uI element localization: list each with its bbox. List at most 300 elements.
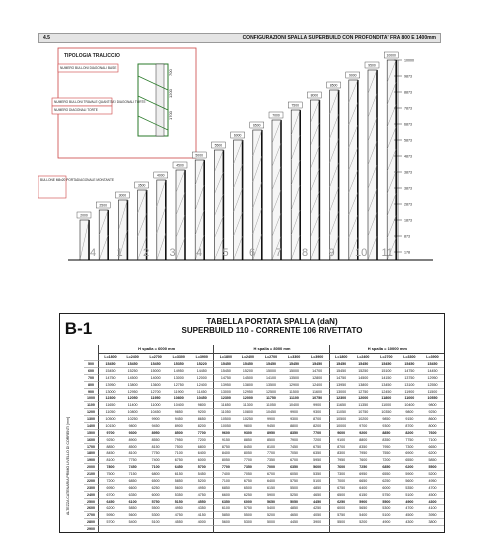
table-cell: 9300 — [236, 429, 259, 437]
table-cell: 15000 — [259, 367, 282, 375]
row-label: 2700 — [84, 511, 98, 519]
inset-title: TIPOLOGIA TRALICCIO — [64, 53, 120, 59]
table-cell: 9100 — [329, 436, 353, 444]
table-cell: 7000 — [259, 463, 282, 471]
table-cell: 14500 — [236, 374, 259, 382]
right-dimension-5: 5873 — [404, 138, 412, 143]
table-cell — [190, 525, 213, 533]
table-grid — [60, 345, 444, 532]
table-cell: 8800 — [283, 422, 306, 430]
table-cell: 10250 — [236, 415, 259, 423]
table-cell: 14700 — [306, 367, 329, 375]
table-cell: 15100 — [375, 367, 398, 375]
table-cell — [121, 525, 144, 533]
row-label: 1300 — [84, 415, 98, 423]
table-cell: 8750 — [213, 443, 237, 451]
table-cell: 3900 — [306, 518, 329, 526]
table-cell: 5850 — [421, 456, 444, 464]
frame-4500 — [176, 170, 185, 260]
column-header: L=3900 — [421, 353, 444, 361]
table-cell: 14750 — [329, 374, 353, 382]
table-cell: 6400 — [190, 449, 213, 457]
table-cell: 5300 — [375, 504, 398, 512]
table-cell: 8900 — [121, 436, 144, 444]
table-cell: 15450 — [213, 360, 237, 368]
table-cell: 6100 — [121, 498, 144, 506]
table-cell: 12750 — [352, 388, 375, 396]
table-cell — [375, 525, 398, 533]
table-cell: 6000 — [236, 498, 259, 506]
inset-dimension: 1700 — [168, 111, 173, 120]
table-cell: 14750 — [213, 374, 237, 382]
table-cell: 10350 — [375, 408, 398, 416]
table-cell: 12300 — [98, 394, 122, 402]
table-cell: 8700 — [306, 415, 329, 423]
table-cell: 7200 — [98, 477, 122, 485]
table-cell: 5050 — [283, 498, 306, 506]
table-cell: 4300 — [421, 498, 444, 506]
table-cell: 9250 — [421, 408, 444, 416]
table-cell: 11050 — [259, 401, 282, 409]
right-dimension-0: 10000 — [404, 58, 414, 63]
row-axis-label: ALTEZZA CATENARIA PRIMO LIVELLO DI CORRENTI [mm] — [66, 416, 70, 515]
table-cell: 7700 — [190, 429, 213, 437]
frame-count-1: 1 — [116, 247, 123, 259]
table-cell: 6200 — [398, 463, 421, 471]
table-cell: 6800 — [190, 443, 213, 451]
table-cell: 9600 — [213, 429, 237, 437]
table-cell: 10800 — [236, 408, 259, 416]
table-cell: 5350 — [167, 491, 190, 499]
column-header: L=3300 — [398, 353, 421, 361]
table-subtitle: SUPERBUILD 110 - CORRENTE 106 RIVETTATO — [181, 326, 363, 335]
table-cell: 6650 — [352, 477, 375, 485]
table-cell: 15450 — [98, 360, 122, 368]
table-cell: 8200 — [306, 422, 329, 430]
table-cell: 14500 — [352, 374, 375, 382]
table-cell: 7200 — [375, 456, 398, 464]
table-cell: 7100 — [144, 463, 167, 471]
table-cell: 11650 — [98, 401, 122, 409]
table-cell: 14000 — [144, 374, 167, 382]
table-cell: 10400 — [167, 401, 190, 409]
table-cell: 5950 — [98, 511, 122, 519]
table-cell: 9900 — [259, 415, 282, 423]
table-cell — [329, 525, 353, 533]
table-cell: 7400 — [213, 470, 237, 478]
table-cell: 11650 — [329, 401, 353, 409]
table-cell: 8200 — [398, 429, 421, 437]
frame-count-4: 4 — [195, 247, 203, 259]
table-cell: 5200 — [259, 511, 282, 519]
table-cell: 6500 — [144, 477, 167, 485]
callout-text: BULLONE M8x20 PORTADIAGONALE MONTANTE — [40, 178, 115, 182]
table-cell: 4500 — [398, 511, 421, 519]
table-cell: 11050 — [329, 408, 353, 416]
table-cell: 13800 — [121, 381, 144, 389]
row-label: 2400 — [84, 491, 98, 499]
table-cell: 8950 — [259, 429, 282, 437]
table-cell: 6750 — [329, 484, 353, 492]
table-cell: 8800 — [352, 436, 375, 444]
table-cell: 6250 — [236, 491, 259, 499]
table-cell: 6000 — [190, 456, 213, 464]
table-cell: 9800 — [190, 401, 213, 409]
table-cell: 5500 — [144, 504, 167, 512]
row-label: 1200 — [84, 408, 98, 416]
callout-text: NUMERO BULLONI DIAGONALI BASE — [60, 66, 117, 70]
height-label: 8000 — [310, 93, 319, 98]
table-cell: 4450 — [306, 498, 329, 506]
table-cell: 11400 — [121, 401, 144, 409]
table-cell: 5200 — [352, 518, 375, 526]
right-dimension-1: 9873 — [404, 74, 412, 79]
table-cell: 8100 — [121, 449, 144, 457]
right-dimension-6: 4873 — [404, 154, 412, 159]
table-cell: 6850 — [121, 477, 144, 485]
table-cell: 5000 — [259, 518, 282, 526]
frame-count-2: 2 — [142, 247, 150, 259]
table-cell: 5750 — [144, 498, 167, 506]
frame-elevation-drawing — [38, 46, 441, 278]
table-cell: 5600 — [398, 477, 421, 485]
table-cell: 15450 — [259, 360, 282, 368]
table-cell: 6000 — [329, 504, 353, 512]
table-cell: 6550 — [375, 470, 398, 478]
row-label: 1800 — [84, 449, 98, 457]
table-cell: 4950 — [421, 477, 444, 485]
frame-count-6: 6 — [248, 247, 256, 259]
table-cell: 10500 — [329, 415, 353, 423]
table-cell: 4050 — [306, 511, 329, 519]
table-cell: 6750 — [306, 443, 329, 451]
table-cell: 6000 — [375, 484, 398, 492]
table-cell: 7750 — [121, 456, 144, 464]
table-cell: 7950 — [329, 456, 353, 464]
right-dimension-11: 873 — [404, 234, 410, 239]
table-cell: 7950 — [352, 449, 375, 457]
table-cell: 8650 — [190, 415, 213, 423]
table-cell: 6600 — [213, 491, 237, 499]
table-cell: 13500 — [283, 374, 306, 382]
table-cell: 6350 — [283, 463, 306, 471]
height-label: 10000 — [386, 53, 396, 58]
table-cell: 5950 — [306, 456, 329, 464]
frame-count-10: 10 — [354, 247, 368, 259]
table-cell: 13800 — [236, 381, 259, 389]
frame-count-3: 3 — [169, 247, 176, 259]
callout-text: NUMERO BULLONI TRAVALE QUANTITA'/ DIAGONALI TORTE — [54, 100, 146, 104]
table-cell: 7350 — [236, 463, 259, 471]
table-cell: 15450 — [213, 367, 237, 375]
table-cell: 15450 — [236, 360, 259, 368]
table-cell: 4700 — [398, 504, 421, 512]
table-cell: 6850 — [375, 463, 398, 471]
table-cell: 6150 — [167, 470, 190, 478]
table-cell: 15250 — [352, 367, 375, 375]
table-cell: 7600 — [421, 429, 444, 437]
table-cell: 7150 — [121, 470, 144, 478]
table-cell: 6950 — [352, 470, 375, 478]
table-cell: 8850 — [375, 429, 398, 437]
table-cell: 5500 — [329, 518, 353, 526]
column-header: L=3900 — [306, 353, 329, 361]
table-cell: 9450 — [144, 422, 167, 430]
table-cell: 5600 — [121, 511, 144, 519]
table-cell: 4700 — [421, 484, 444, 492]
table-cell: 7050 — [283, 449, 306, 457]
right-dimension-4: 6873 — [404, 122, 412, 127]
table-cell: 15000 — [283, 367, 306, 375]
table-cell: 13600 — [144, 381, 167, 389]
group-header: H spalla = 6000 mm — [98, 345, 214, 353]
table-cell: 9150 — [398, 415, 421, 423]
table-cell: 7700 — [213, 463, 237, 471]
table-cell: 10250 — [121, 415, 144, 423]
height-label: 8500 — [329, 83, 338, 88]
inset-dimension: 1200 — [168, 89, 173, 98]
table-cell: 5100 — [144, 518, 167, 526]
right-dimension-9: 2873 — [404, 202, 412, 207]
table-cell: 5850 — [121, 504, 144, 512]
table-cell: 7100 — [213, 477, 237, 485]
table-cell: 11000 — [398, 394, 421, 402]
table-cell — [213, 525, 237, 533]
table-cell: 15350 — [167, 360, 190, 368]
table-cell: 8050 — [236, 449, 259, 457]
table-cell: 9300 — [375, 422, 398, 430]
table-cell: 7250 — [352, 463, 375, 471]
table-cell: 9700 — [98, 429, 122, 437]
table-cell: 11350 — [352, 401, 375, 409]
table-cell: 4500 — [421, 491, 444, 499]
table-cell: 7500 — [167, 443, 190, 451]
table-cell: 10750 — [306, 394, 329, 402]
table-cell: 6850 — [213, 484, 237, 492]
table-cell: 4550 — [167, 518, 190, 526]
row-label: 2100 — [84, 470, 98, 478]
table-cell: 4100 — [421, 504, 444, 512]
height-label: 4500 — [176, 163, 184, 168]
table-cell: 8450 — [98, 449, 122, 457]
table-cell: 4850 — [283, 504, 306, 512]
table-cell: 8400 — [213, 449, 237, 457]
table-cell: 6050 — [283, 470, 306, 478]
table-cell: 14750 — [398, 367, 421, 375]
table-cell: 5750 — [283, 477, 306, 485]
table-cell: 12750 — [167, 381, 190, 389]
table-cell: 15450 — [283, 360, 306, 368]
table-cell: 7950 — [375, 443, 398, 451]
table-cell: 4550 — [190, 498, 213, 506]
table-cell: 14500 — [121, 374, 144, 382]
table-cell: 7700 — [236, 456, 259, 464]
table-cell: 6500 — [236, 484, 259, 492]
table-cell: 6750 — [167, 456, 190, 464]
table-cell: 4950 — [190, 484, 213, 492]
row-label: 500 — [84, 360, 98, 368]
table-cell: 14950 — [167, 367, 190, 375]
table-cell: 9800 — [398, 408, 421, 416]
table-cell: 9850 — [167, 408, 190, 416]
table-cell: 10150 — [98, 422, 122, 430]
table-cell — [421, 525, 444, 533]
table-cell: 9800 — [421, 401, 444, 409]
table-cell: 6500 — [329, 491, 353, 499]
table-cell: 12700 — [144, 388, 167, 396]
table-cell: 11450 — [190, 388, 213, 396]
table-cell: 6700 — [259, 470, 282, 478]
table-cell: 9900 — [306, 401, 329, 409]
frame-5000 — [195, 160, 204, 260]
table-cell: 5700 — [98, 518, 122, 526]
page-title: CONFIGURAZIONI SPALLA SUPERBUILD CON PROFONDITA' FRA 800 E 1400mm — [242, 35, 436, 41]
table-cell: 15450 — [352, 360, 375, 368]
row-label: 1400 — [84, 422, 98, 430]
table-cell: 3800 — [421, 518, 444, 526]
height-label: 4000 — [157, 173, 165, 178]
table-cell: 8200 — [190, 422, 213, 430]
row-label: 1500 — [84, 429, 98, 437]
column-header: L=2700 — [259, 353, 282, 361]
table-cell: 9200 — [190, 408, 213, 416]
row-label: 700 — [84, 374, 98, 382]
table-cell: 15200 — [236, 367, 259, 375]
table-cell: 8500 — [121, 443, 144, 451]
table-cell: 6550 — [398, 456, 421, 464]
column-header: L=2700 — [144, 353, 167, 361]
table-cell: 5200 — [421, 470, 444, 478]
table-cell — [306, 525, 329, 533]
table-cell: 9250 — [98, 436, 122, 444]
table-cell: 9300 — [283, 415, 306, 423]
table-cell — [259, 525, 282, 533]
table-cell: 15450 — [421, 360, 444, 368]
table-cell: 10550 — [421, 394, 444, 402]
table-cell: 5250 — [283, 491, 306, 499]
table-cell: 13950 — [98, 381, 122, 389]
table-cell: 7200 — [190, 436, 213, 444]
height-label: 5000 — [195, 153, 203, 158]
table-cell: 15450 — [121, 360, 144, 368]
table-cell: 9600 — [329, 429, 353, 437]
table-cell: 9900 — [144, 415, 167, 423]
frame-count-5: 5 — [222, 247, 229, 259]
column-header: L=2400 — [236, 353, 259, 361]
frame-2500 — [99, 210, 108, 260]
table-cell: 9450 — [259, 422, 282, 430]
table-cell: 4300 — [398, 518, 421, 526]
height-label: 5500 — [214, 143, 223, 148]
table-cell: 11750 — [259, 394, 282, 402]
table-cell: 6400 — [259, 477, 282, 485]
table-cell: 5100 — [398, 491, 421, 499]
table-cell: 4650 — [283, 511, 306, 519]
table-cell: 11800 — [375, 394, 398, 402]
table-cell: 7500 — [98, 470, 122, 478]
table-cell: 15450 — [375, 360, 398, 368]
table-cell: 9200 — [352, 429, 375, 437]
table-title: TABELLA PORTATA SPALLA (daN) — [206, 317, 338, 326]
table-cell: 7300 — [398, 443, 421, 451]
table-cell: 6400 — [352, 484, 375, 492]
frame-count-0: 4 — [90, 247, 97, 259]
table-cell: 8050 — [213, 456, 237, 464]
table-cell: 12950 — [121, 388, 144, 396]
table-cell: 12950 — [421, 374, 444, 382]
table-cell: 5850 — [213, 511, 237, 519]
table-cell: 8350 — [375, 436, 398, 444]
table-cell: 9850 — [375, 415, 398, 423]
table-cell: 9800 — [236, 422, 259, 430]
row-label: 2000 — [84, 463, 98, 471]
height-label: 7500 — [291, 103, 299, 108]
frame-count-8: 8 — [301, 247, 309, 259]
frame-9000 — [349, 80, 358, 260]
table-cell: 8500 — [259, 436, 282, 444]
table-cell: 4750 — [167, 511, 190, 519]
table-cell — [283, 525, 306, 533]
table-cell: 14450 — [421, 367, 444, 375]
callout-text: NUMERO DIAGONALI TORTE — [54, 108, 98, 112]
height-label: 6500 — [253, 123, 261, 128]
table-cell: 12300 — [329, 394, 353, 402]
table-cell: 11600 — [306, 388, 329, 396]
table-cell: 8100 — [98, 456, 122, 464]
table-cell — [98, 525, 122, 533]
height-label: 2500 — [99, 203, 107, 208]
table-cell: 5750 — [329, 511, 353, 519]
table-cell: 7700 — [306, 429, 329, 437]
table-cell: 8000 — [421, 422, 444, 430]
table-cell: 12950 — [236, 388, 259, 396]
table-cell: 11050 — [213, 408, 237, 416]
row-label: 1600 — [84, 436, 98, 444]
frame-7000 — [272, 120, 281, 260]
table-cell: 10050 — [213, 422, 237, 430]
table-cell: 7600 — [352, 456, 375, 464]
table-cell: 5650 — [259, 498, 282, 506]
right-dimension-10: 1873 — [404, 218, 412, 223]
table-cell: 5500 — [375, 498, 398, 506]
table-cell: 9300 — [121, 429, 144, 437]
table-cell: 7100 — [421, 436, 444, 444]
height-label: 6000 — [233, 133, 242, 138]
table-cell: 8500 — [167, 429, 190, 437]
table-cell: 12050 — [121, 394, 144, 402]
table-cell: 13500 — [259, 381, 282, 389]
table-cell: 11650 — [213, 401, 237, 409]
column-header: L=1800 — [213, 353, 237, 361]
table-cell: 10450 — [259, 408, 282, 416]
table-cell: 4350 — [190, 504, 213, 512]
table-cell: 7350 — [259, 456, 282, 464]
table-cell: 13000 — [213, 388, 237, 396]
table-cell: 15000 — [144, 367, 167, 375]
table-cell: 8350 — [352, 443, 375, 451]
table-cell: 10400 — [398, 401, 421, 409]
table-cell: 7000 — [329, 477, 353, 485]
table-cell: 14150 — [375, 374, 398, 382]
frame-count-7: 7 — [275, 247, 282, 259]
table-cell: 9700 — [352, 422, 375, 430]
table-cell: 6600 — [121, 484, 144, 492]
table-cell: 13000 — [98, 388, 122, 396]
table-cell: 6900 — [398, 449, 421, 457]
table-cell: 5650 — [352, 504, 375, 512]
row-label: 2800 — [84, 518, 98, 526]
table-cell: 8550 — [144, 436, 167, 444]
